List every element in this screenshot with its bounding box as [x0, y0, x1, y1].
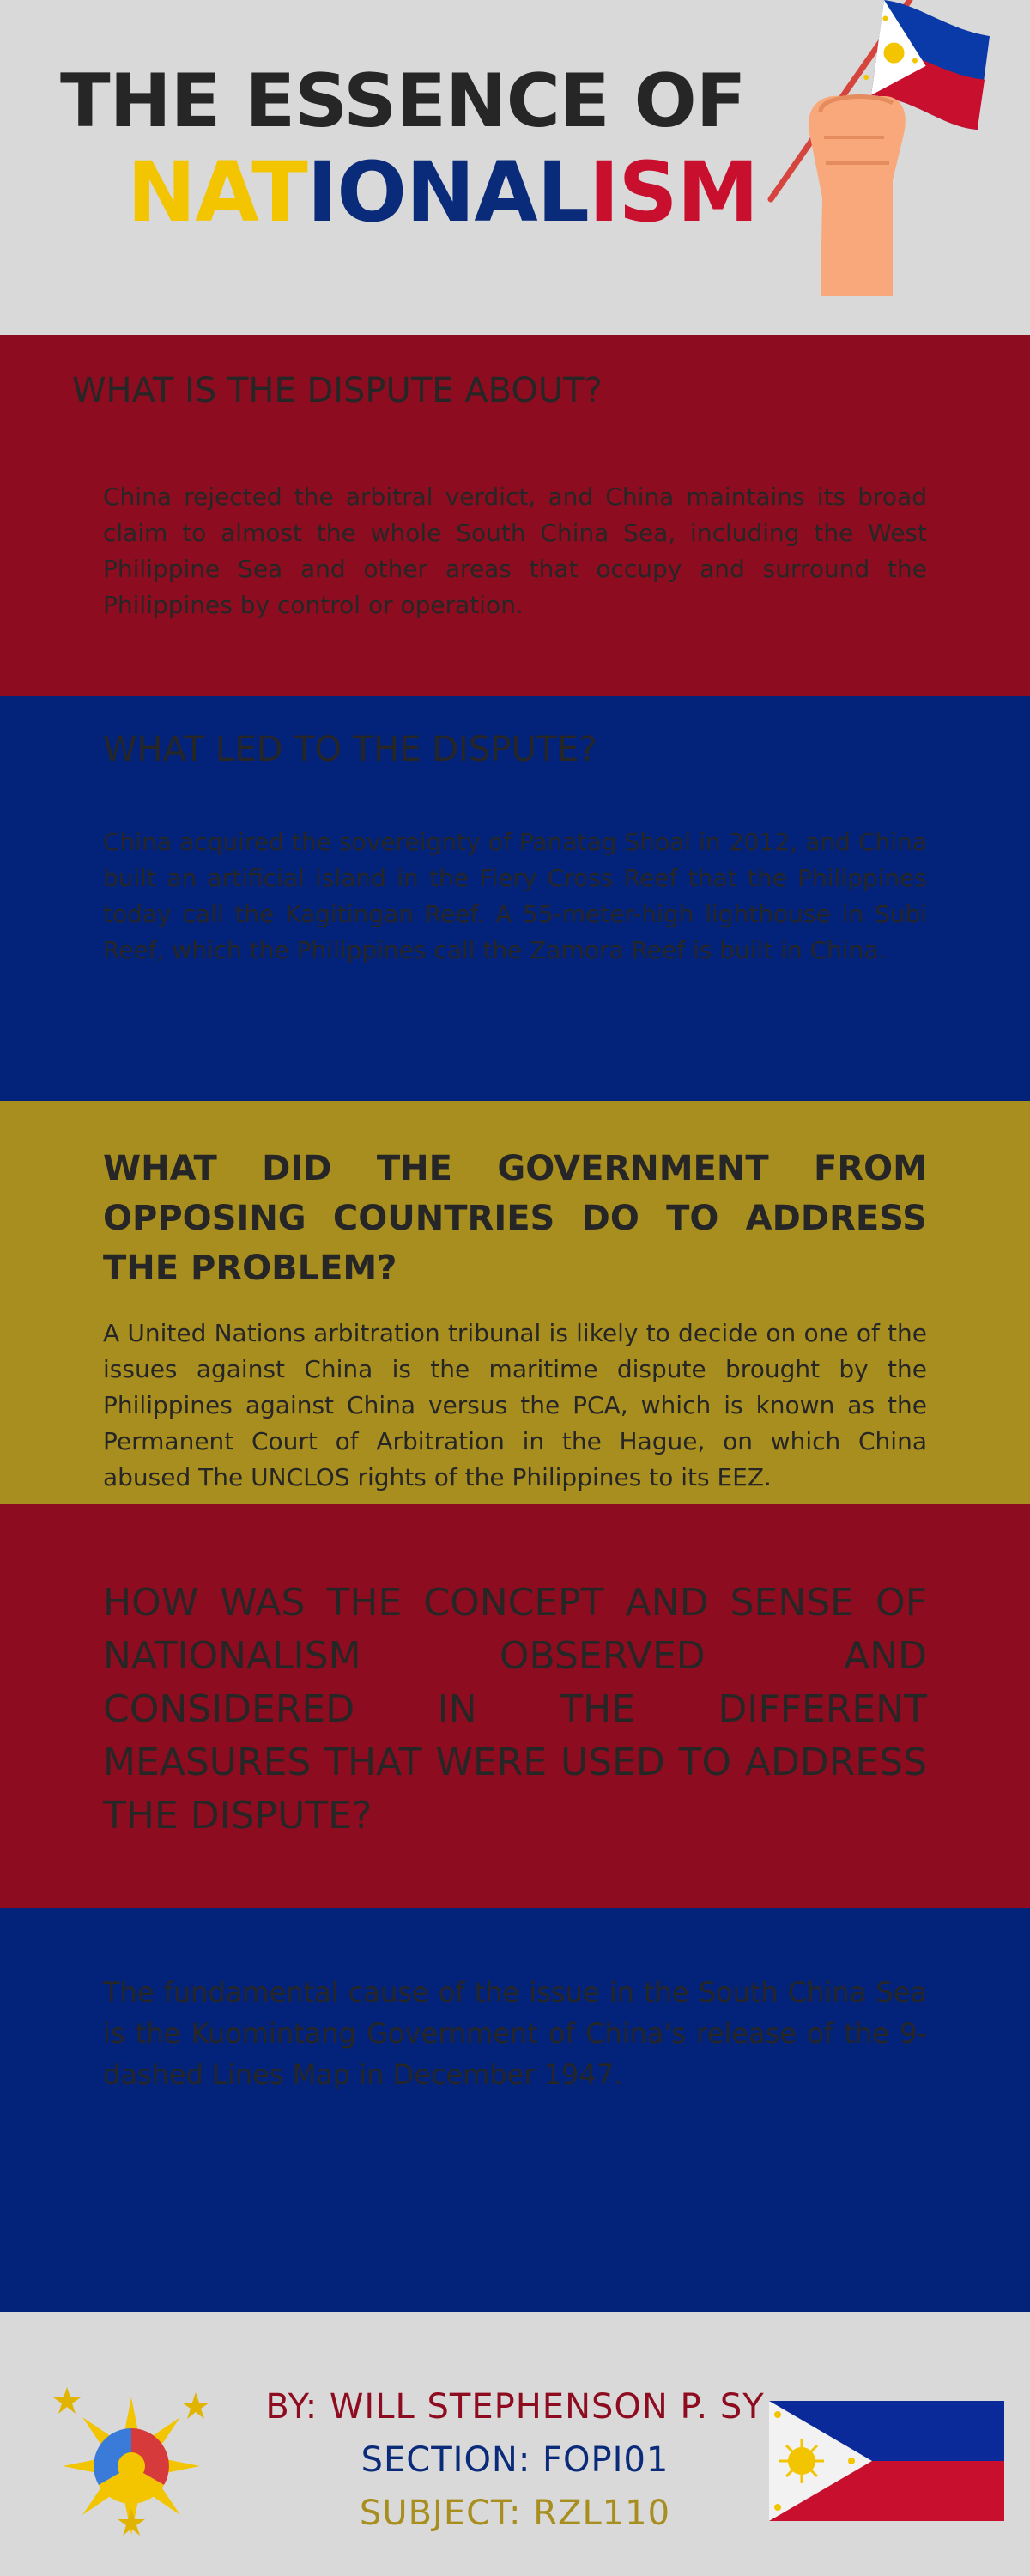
section-dispute-about [0, 335, 1030, 696]
author-credit: BY: WILL STEPHENSON P. SY [265, 2387, 765, 2427]
title-line-2 [127, 144, 758, 240]
section-nationalism-question [0, 1504, 1030, 1908]
section-heading: HOW WAS THE CONCEPT AND SENSE OF NATIONALISM OBSERVED AND CONSIDERED IN THE DIFFERENT MEASURES THAT WERE USED TO ADDRESS THE DISPUTE? [103, 1581, 927, 1838]
section-heading: WHAT IS THE DISPUTE ABOUT? [72, 371, 603, 410]
title-line-1: THE ESSENCE OF [60, 58, 746, 144]
hand-holding-flag-icon [755, 0, 1030, 309]
title-part-blue: IONAL [306, 144, 589, 240]
header [0, 0, 1030, 335]
footer [0, 2312, 1030, 2576]
section-heading: WHAT DID THE GOVERNMENT FROM OPPOSING COUNTRIES DO TO ADDRESS THE PROBLEM? [103, 1149, 927, 1288]
section-body: China rejected the arbitral verdict, and China maintains its broad claim to almost the whole South China Sea, including the West Philippine Sea and other areas that occupy and surround the Philippines by control or operation. [103, 483, 927, 619]
section-body: The fundamental cause of the issue in the South China Sea is the Kuomintang Government of China's release of the 9-dashed Lines Map in December 1947. [103, 1976, 927, 2091]
title-part-yellow: NAT [127, 144, 307, 240]
section-body: A United Nations arbitration tribunal is likely to decide on one of the issues against China is the maritime dispute brought by the Philippines against China versus the PCA, which is known as the Permanent Court of Arbitration in the Hague, on which China abused The UNCLOS rights of the Philippines to its EEZ. [103, 1319, 927, 1492]
section-body: China acquired the sovereignty of Panatag Shoal in 2012, and China built an artificial island in the Fiery Cross Reef that the Philippines today call the Kagitingan Reef. A 55-meter-high lighthouse in Subi Reef, which the Philippines call the Zamora Reef is built in China. [103, 828, 927, 964]
section-credit: SECTION: FOPI01 [360, 2440, 670, 2480]
title-part-red: ISM [588, 144, 759, 240]
philippine-flag-icon [769, 2401, 1004, 2521]
section-what-led [0, 696, 1030, 1101]
section-heading: WHAT LED TO THE DISPUTE? [103, 730, 597, 769]
section-fundamental-cause [0, 1908, 1030, 2312]
subject-credit: SUBJECT: RZL110 [359, 2494, 671, 2533]
section-government-response [0, 1101, 1030, 1504]
